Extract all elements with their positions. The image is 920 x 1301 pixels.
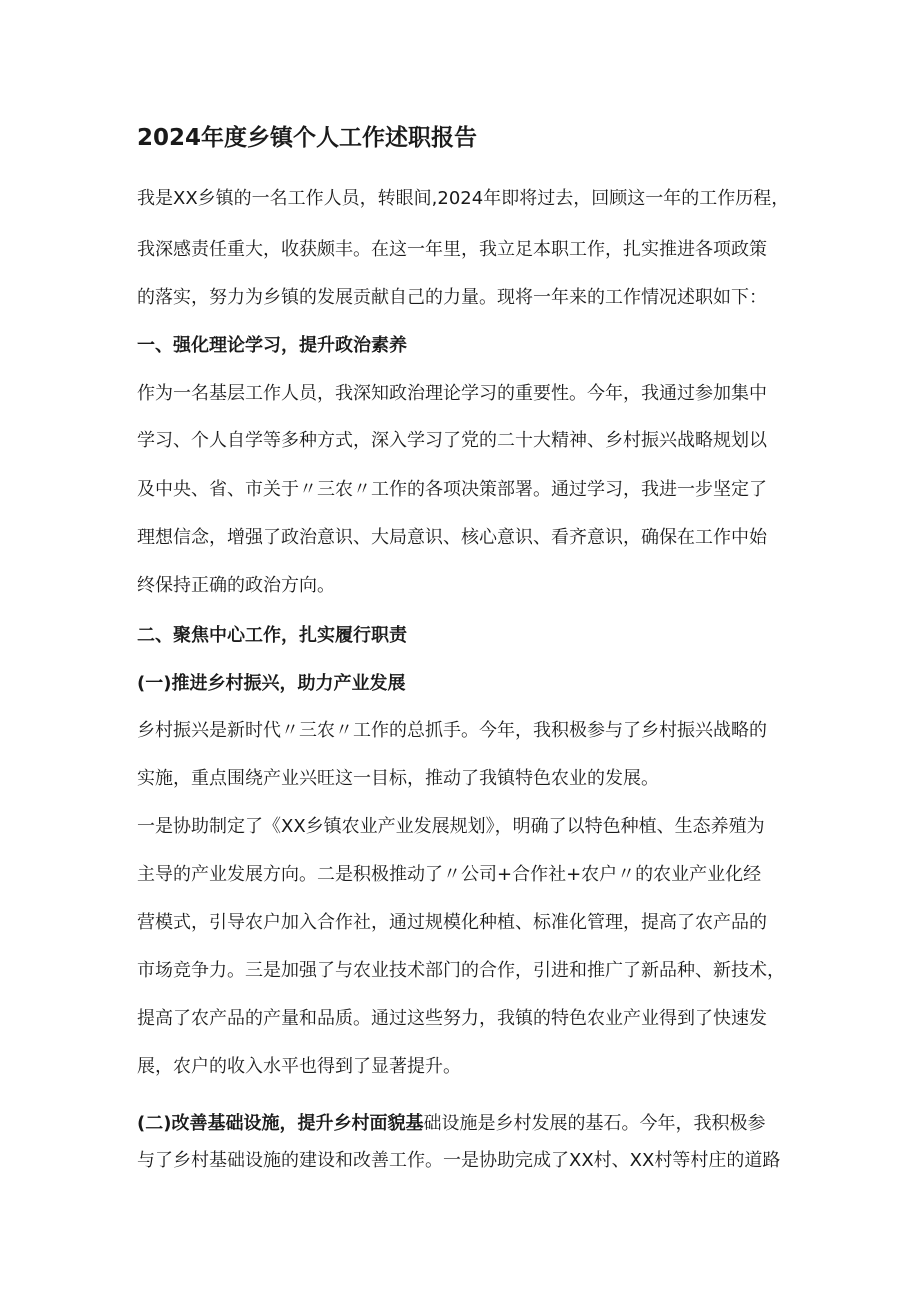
paragraph-line: 乡村振兴是新时代〃三农〃工作的总抓手。今年，我积极参与了乡村振兴战略的 — [137, 720, 767, 741]
paragraph-text: 础设施是乡村发展的基石。今年，我积极参 — [423, 1113, 766, 1134]
subsection-heading-2: (二)改善基础设施，提升乡村面貌基 — [137, 1113, 424, 1134]
paragraph-line: 及中央、省、市关于〃三农〃工作的各项决策部署。通过学习，我进一步坚定了 — [137, 479, 767, 500]
paragraph-line: 营模式，引导农户加入合作社，通过规模化种植、标准化管理，提高了农产品的 — [137, 912, 767, 933]
paragraph-line: 市场竞争力。三是加强了与农业技术部门的合作，引进和推广了新品种、新技术， — [137, 960, 785, 981]
paragraph-line: 终保持正确的政治方向。 — [137, 575, 335, 596]
paragraph-line: 学习、个人自学等多种方式，深入学习了党的二十大精神、乡村振兴战略规划以 — [137, 430, 767, 451]
document-title: 2024年度乡镇个人工作述职报告 — [137, 125, 478, 151]
section-heading-2: 二、聚焦中心工作，扎实履行职责 — [137, 625, 407, 646]
paragraph-line: 与了乡村基础设施的建设和改善工作。一是协助完成了XX村、XX村等村庄的道路 — [137, 1150, 781, 1171]
section-heading-1: 一、强化理论学习，提升政治素养 — [137, 335, 407, 356]
paragraph-line: 提高了农产品的产量和品质。通过这些努力，我镇的特色农业产业得到了快速发 — [137, 1008, 767, 1029]
paragraph-line: 实施，重点围绕产业兴旺这一目标，推动了我镇特色农业的发展。 — [137, 768, 659, 789]
paragraph-line: 理想信念，增强了政治意识、大局意识、核心意识、看齐意识，确保在工作中始 — [137, 527, 767, 548]
paragraph-line: 作为一名基层工作人员，我深知政治理论学习的重要性。今年，我通过参加集中 — [137, 383, 767, 404]
paragraph-line: 展，农户的收入水平也得到了显著提升。 — [137, 1056, 461, 1077]
intro-line: 我是XX乡镇的一名工作人员，转眼间,2024年即将过去，回顾这一年的工作历程， — [137, 188, 790, 209]
paragraph-line: 一是协助制定了《XX乡镇农业产业发展规划》，明确了以特色种植、生态养殖为 — [137, 816, 765, 837]
intro-line: 我深感责任重大，收获颇丰。在这一年里，我立足本职工作，扎实推进各项政策 — [137, 239, 767, 260]
subsection-heading-1: (一)推进乡村振兴，助力产业发展 — [137, 673, 406, 694]
paragraph-line: 主导的产业发展方向。二是积极推动了〃公司+合作社+农户〃的农业产业化经 — [137, 864, 762, 885]
intro-line: 的落实，努力为乡镇的发展贡献自己的力量。现将一年来的工作情况述职如下： — [137, 287, 767, 308]
subsection-heading-2-line — [137, 1111, 797, 1137]
